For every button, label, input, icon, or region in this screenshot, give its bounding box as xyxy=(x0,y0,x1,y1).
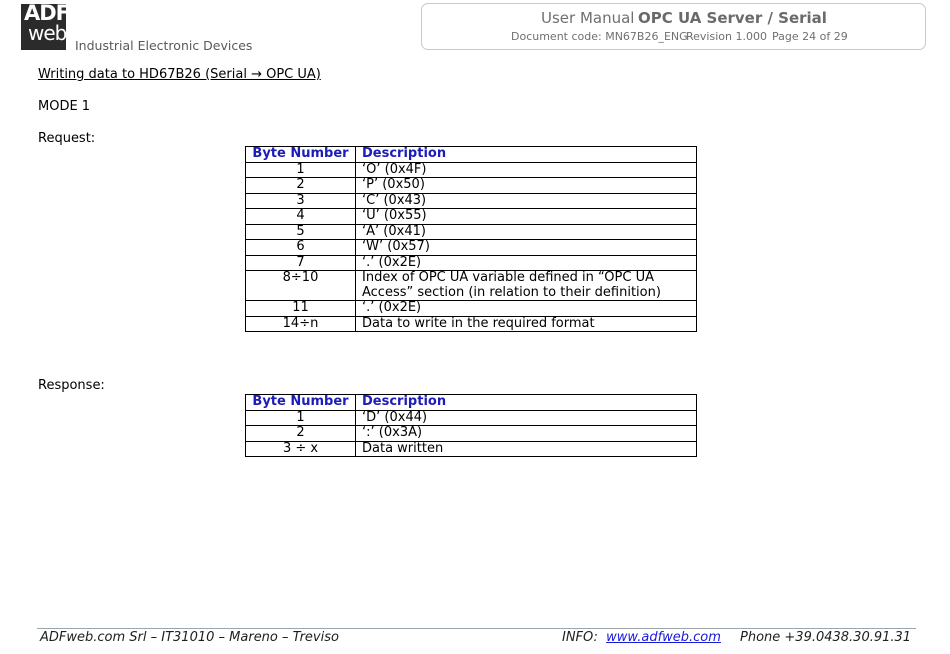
table-row xyxy=(246,301,697,317)
description-cell: ‘:’ (0x3A) xyxy=(356,426,697,442)
manual-title: OPC UA Server / Serial xyxy=(638,9,827,27)
header-byte-number: Byte Number xyxy=(246,147,356,163)
request-table xyxy=(245,146,697,332)
header-description: Description xyxy=(356,395,697,411)
header-description: Description xyxy=(356,147,697,163)
section-title: Writing data to HD67B26 (Serial → OPC UA) xyxy=(38,67,321,82)
footer-info-label: INFO: xyxy=(562,630,598,645)
logo-top-text: ADF xyxy=(24,1,70,25)
manual-label: User Manual xyxy=(541,9,635,27)
footer-website-link[interactable]: www.adfweb.com xyxy=(606,630,721,645)
response-table xyxy=(245,394,697,457)
byte-number-cell: 14÷n xyxy=(246,316,356,332)
byte-number-cell: 5 xyxy=(246,224,356,240)
table-row xyxy=(246,441,697,457)
table-row xyxy=(246,209,697,225)
description-cell: ‘U’ (0x55) xyxy=(356,209,697,225)
table-row xyxy=(246,426,697,442)
table-row xyxy=(246,255,697,271)
document-revision: Revision 1.000 xyxy=(686,30,767,43)
table-row xyxy=(246,193,697,209)
table-row xyxy=(246,178,697,194)
description-cell: ‘C’ (0x43) xyxy=(356,193,697,209)
description-cell: ‘O’ (0x4F) xyxy=(356,162,697,178)
table-row xyxy=(246,316,697,332)
header-byte-number: Byte Number xyxy=(246,395,356,411)
table-row xyxy=(246,271,697,301)
byte-number-cell: 1 xyxy=(246,162,356,178)
byte-number-cell: 2 xyxy=(246,178,356,194)
mode-label: MODE 1 xyxy=(38,99,91,114)
description-cell: ‘A’ (0x41) xyxy=(356,224,697,240)
table-row xyxy=(246,162,697,178)
company-tagline: Industrial Electronic Devices xyxy=(75,38,253,53)
byte-number-cell: 1 xyxy=(246,410,356,426)
description-cell: Data written xyxy=(356,441,697,457)
byte-number-cell: 2 xyxy=(246,426,356,442)
footer-phone: Phone +39.0438.30.91.31 xyxy=(740,630,912,645)
description-cell: Index of OPC UA variable defined in “OPC UA Access” section (in relation to their definition) xyxy=(356,271,697,301)
footer-info xyxy=(562,630,721,645)
description-cell: ‘P’ (0x50) xyxy=(356,178,697,194)
table-header-row xyxy=(246,147,697,163)
footer-divider xyxy=(37,628,916,629)
byte-number-cell: 8÷10 xyxy=(246,271,356,301)
byte-number-cell: 11 xyxy=(246,301,356,317)
table-header-row xyxy=(246,395,697,411)
document-code: Document code: MN67B26_ENG xyxy=(511,30,688,43)
request-label: Request: xyxy=(38,131,96,146)
byte-number-cell: 4 xyxy=(246,209,356,225)
description-cell: Data to write in the required format xyxy=(356,316,697,332)
description-cell: ‘.’ (0x2E) xyxy=(356,301,697,317)
description-cell: ‘W’ (0x57) xyxy=(356,240,697,256)
byte-number-cell: 3 xyxy=(246,193,356,209)
description-cell: ‘.’ (0x2E) xyxy=(356,255,697,271)
byte-number-cell: 6 xyxy=(246,240,356,256)
byte-number-cell: 7 xyxy=(246,255,356,271)
footer-company: ADFweb.com Srl – IT31010 – Mareno – Treviso xyxy=(40,630,339,645)
logo-bottom-text: web xyxy=(28,21,67,45)
description-cell: ‘D’ (0x44) xyxy=(356,410,697,426)
page-number: Page 24 of 29 xyxy=(772,30,848,43)
table-row xyxy=(246,410,697,426)
table-row xyxy=(246,224,697,240)
company-logo xyxy=(21,1,70,50)
response-label: Response: xyxy=(38,378,105,393)
byte-number-cell: 3 ÷ x xyxy=(246,441,356,457)
table-row xyxy=(246,240,697,256)
document-header-box xyxy=(421,3,926,50)
